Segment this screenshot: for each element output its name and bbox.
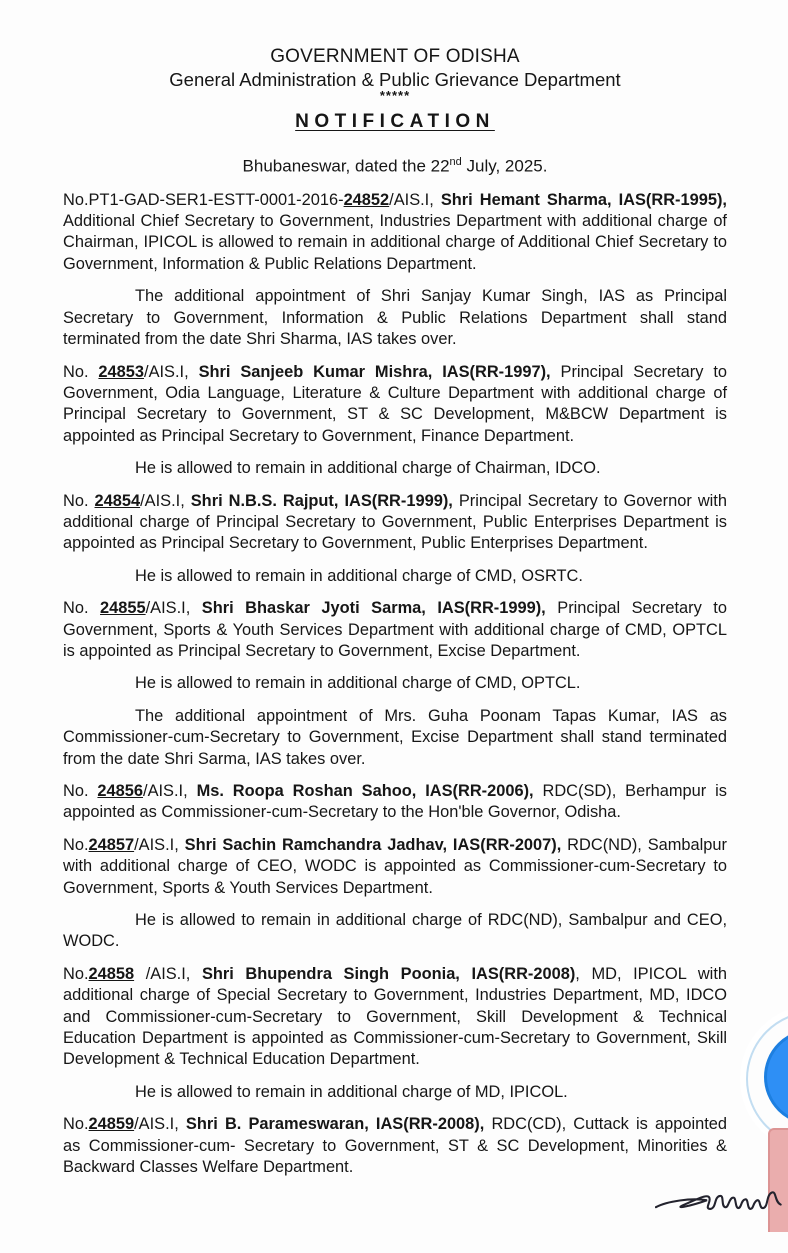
text-run: The additional appointment of Mrs. Guha Poonam Tapas Kumar, IAS as Commissioner-cum-Secretary to Government, Excise Department shall stand terminated from the date Shri Sarma, IAS takes over. [63, 706, 727, 768]
signature-scribble [655, 1184, 785, 1220]
text-run: /AIS.I, [140, 491, 191, 510]
text-run-bold: Shri N.B.S. Rajput, IAS(RR-1999), [190, 491, 453, 510]
stars-separator: ***** [379, 88, 411, 103]
text-run: No. [63, 362, 99, 381]
paragraph [63, 286, 727, 350]
text-run: Principal Secretary to Government, Odia Language, Literature & Culture Department with additional charge of Principal Secretary to Government, ST & SC Development, M&BCW Department is appointed as Principal Secretary to Government, Finance Department. [63, 362, 727, 445]
date-suffix: July, 2025. [461, 156, 548, 176]
paragraph [63, 673, 727, 694]
date-ordinal-sup: nd [449, 156, 462, 168]
text-run: No. [63, 964, 89, 983]
org-title: GOVERNMENT OF ODISHA [270, 46, 520, 67]
document-body [63, 190, 727, 1179]
text-run-bold: 24859 [88, 1115, 135, 1134]
text-run: No.PT1-GAD-SER1-ESTT-0001-2016- [63, 190, 344, 209]
paragraph [63, 566, 727, 587]
text-run: /AIS.I, [134, 964, 202, 983]
paragraph [63, 964, 727, 1071]
text-run-bold: 24858 [88, 964, 135, 983]
text-run: /AIS.I, [145, 599, 202, 618]
date-prefix: Bhubaneswar, dated the 22 [242, 156, 450, 176]
paragraph [63, 362, 727, 448]
paragraph [63, 706, 727, 770]
text-run: The additional appointment of Shri Sanjay Kumar Singh, IAS as Principal Secretary to Government, Information & Public Relations Department shall stand terminated from the date Shri Sharma, IAS takes over. [63, 287, 727, 349]
text-run: He is allowed to remain in additional charge of MD, IPICOL. [135, 1082, 568, 1101]
paragraph [63, 1082, 727, 1103]
text-run: /AIS.I, [134, 835, 185, 854]
text-run-bold: 24853 [98, 362, 145, 381]
text-run-bold: 24855 [100, 599, 146, 618]
document-header [63, 46, 727, 177]
paragraph [63, 1114, 727, 1178]
paragraph [63, 598, 727, 662]
text-run: No. [63, 599, 101, 618]
text-run: RDC(SD), Berhampur is appointed as Commissioner-cum-Secretary to the Hon'ble Governor, Odisha. [63, 782, 727, 822]
paragraph [63, 458, 727, 479]
paragraph [63, 190, 727, 276]
text-run: No. [63, 835, 89, 854]
text-run-bold: 24852 [343, 190, 390, 209]
dept-title: General Administration & Public Grievance Department [169, 69, 621, 90]
text-run: , MD, IPICOL with additional charge of Special Secretary to Government, Industries Department, MD, IDCO and Commissioner-cum-Secretary to Government, Skill Development & Technical Education Department is appointed as Commissioner-cum-Secretary to Government, Skill Development & Technical Education Department. [63, 964, 727, 1069]
paragraph [63, 910, 727, 953]
text-run: He is allowed to remain in additional charge of CMD, OPTCL. [135, 674, 581, 693]
text-run: Principal Secretary to Government, Sports & Youth Services Department with additional charge of CMD, OPTCL is appointed as Principal Secretary to Government, Excise Department. [63, 599, 727, 660]
text-run-bold: 24856 [97, 782, 144, 800]
text-run-bold: Shri Hemant Sharma, IAS(RR-1995), [440, 190, 727, 209]
text-run: No. [63, 782, 98, 800]
text-run-bold: Shri Bhaskar Jyoti Sarma, IAS(RR-1999), [201, 599, 546, 618]
paragraph [63, 835, 727, 899]
text-run: He is allowed to remain in additional charge of CMD, OSRTC. [135, 566, 583, 585]
text-run: He is allowed to remain in additional charge of Chairman, IDCO. [135, 459, 601, 478]
text-run: No. [63, 1115, 89, 1134]
text-run: No. [63, 491, 95, 510]
text-run: /AIS.I, [144, 362, 199, 381]
text-run: /AIS.I, [389, 190, 441, 209]
text-run-bold: Shri Bhupendra Singh Poonia, IAS(RR-2008) [201, 964, 576, 983]
paragraph [63, 491, 727, 555]
text-run: /AIS.I, [134, 1115, 186, 1134]
notification-title: NOTIFICATION [295, 111, 495, 132]
text-run: He is allowed to remain in additional charge of RDC(ND), Sambalpur and CEO, WODC. [63, 911, 727, 951]
text-run-bold: Shri B. Parameswaran, IAS(RR-2008), [185, 1115, 485, 1134]
text-run-bold: Shri Sanjeeb Kumar Mishra, IAS(RR-1997), [198, 362, 551, 381]
text-run: RDC(ND), Sambalpur with additional charge of CEO, WODC is appointed as Commissioner-cum-Secretary to Government, Sports & Youth Services Department. [63, 835, 727, 897]
text-run-bold: 24857 [88, 835, 135, 854]
text-run: RDC(CD), Cuttack is appointed as Commissioner-cum- Secretary to Government, ST & SC Development, Minorities & Backward Classes Welfare Department. [63, 1115, 727, 1177]
text-run-bold: Shri Sachin Ramchandra Jadhav, IAS(RR-2007), [184, 835, 562, 854]
text-run-bold: 24854 [94, 491, 141, 510]
text-run: Additional Chief Secretary to Government, Industries Department with additional charge of Chairman, IPICOL is allowed to remain in additional charge of Additional Chief Secretary to Government, Information & Public Relations Department. [63, 212, 727, 273]
text-run: Principal Secretary to Governor with additional charge of Principal Secretary to Government, Public Enterprises Department is appointed as Principal Secretary to Government, Public Enterprises Department. [63, 491, 727, 553]
text-run: /AIS.I, [143, 782, 197, 800]
text-run-bold: Ms. Roopa Roshan Sahoo, IAS(RR-2006), [196, 782, 534, 800]
dateline [63, 152, 727, 177]
paragraph [63, 781, 727, 824]
